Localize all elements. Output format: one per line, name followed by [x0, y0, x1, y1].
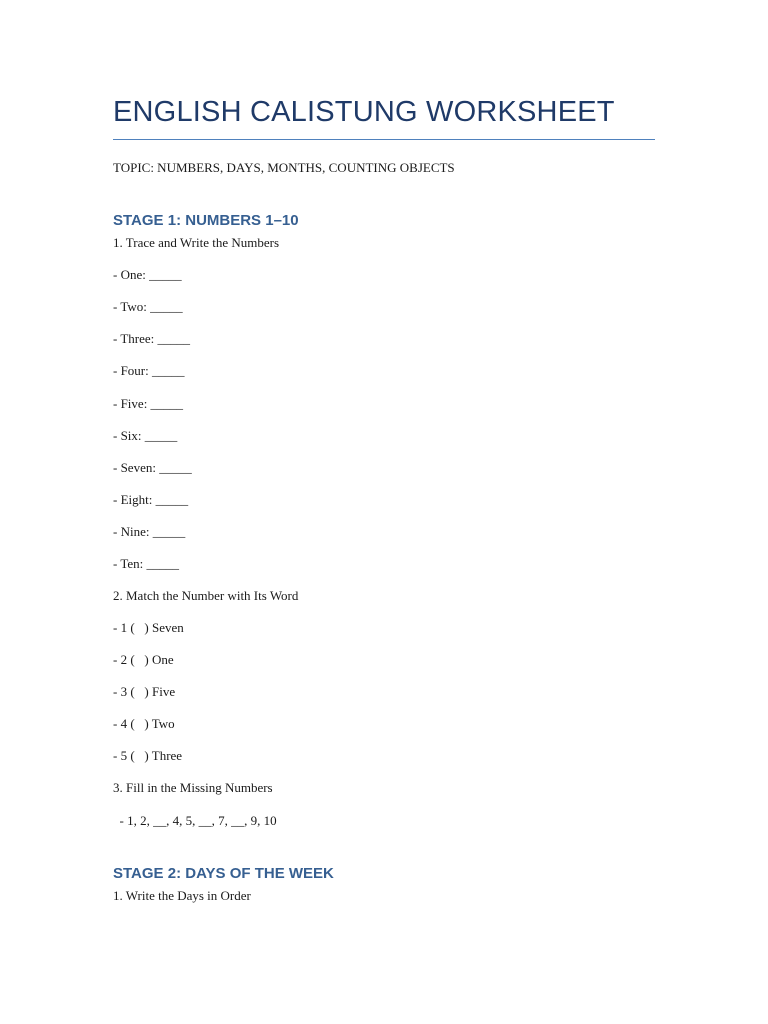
trace-item: - Six: _____	[113, 428, 178, 443]
match-item: - 5 ( ) Three	[113, 748, 183, 763]
stage2-q1-title: 1. Write the Days in Order	[113, 888, 251, 903]
stage1-q2-title: 2. Match the Number with Its Word	[113, 588, 299, 603]
trace-item: - Seven: _____	[113, 460, 192, 475]
trace-item: - Five: _____	[113, 396, 184, 411]
trace-item: - One: _____	[113, 267, 182, 282]
stage1-q3-title: 3. Fill in the Missing Numbers	[113, 780, 273, 795]
title-underline	[113, 139, 655, 140]
trace-item: - Nine: _____	[113, 524, 186, 539]
trace-item: - Eight: _____	[113, 492, 189, 507]
match-item: - 4 ( ) Two	[113, 716, 175, 731]
trace-item: - Ten: _____	[113, 556, 180, 571]
stage1-heading: STAGE 1: NUMBERS 1–10	[113, 212, 299, 229]
missing-numbers-sequence: - 1, 2, __, 4, 5, __, 7, __, 9, 10	[113, 813, 277, 828]
stage2-heading: STAGE 2: DAYS OF THE WEEK	[113, 865, 334, 882]
document-title: ENGLISH CALISTUNG WORKSHEET	[113, 96, 615, 128]
match-item: - 2 ( ) One	[113, 652, 174, 667]
trace-item: - Two: _____	[113, 299, 183, 314]
match-item: - 1 ( ) Seven	[113, 620, 184, 635]
trace-item: - Three: _____	[113, 331, 191, 346]
stage1-q1-title: 1. Trace and Write the Numbers	[113, 235, 280, 250]
topic-line: TOPIC: NUMBERS, DAYS, MONTHS, COUNTING OBJECTS	[113, 160, 455, 175]
match-item: - 3 ( ) Five	[113, 684, 176, 699]
trace-item: - Four: _____	[113, 363, 185, 378]
